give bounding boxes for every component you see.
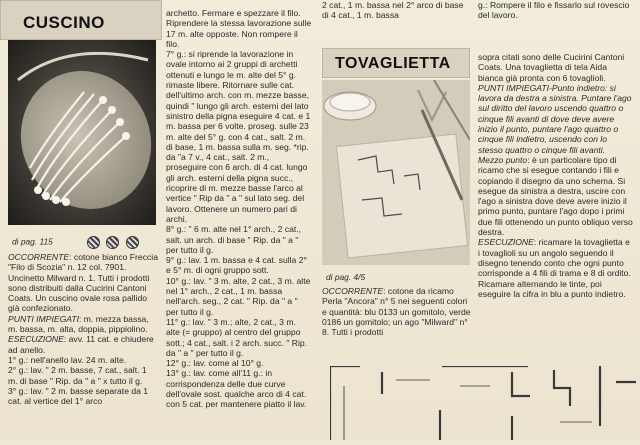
tovaglietta-occorrente-text: : cotone da ricamo Perla "Ancora" n° 5 nei seguenti colori e quantità: blu 0133 un gomitolo, verde 0186 un gomitolo; un ago "Milward" n° 8. Tutti i prodotti — [322, 286, 471, 338]
cushion-image — [8, 40, 156, 225]
right-top-text: 2 cat., 1 m. bassa nel 2° arco di base di 4 cat., 1 m. bassa — [322, 0, 464, 21]
cuscino-photo — [8, 40, 156, 225]
tovaglietta-punti-text: -Punto indietro: si lavora da destra a sinistra. Puntare l'ago sul diritto del lavoro uscendo quattro o cinque fili avanti di dove deve avere inizio il punto, puntare l'ago quattro o cinque fili indietro, uscendo con lo stesso quattro o cinque fili avanti. — [478, 82, 632, 155]
mezzo-punto-label: Mezzo punto — [478, 154, 528, 165]
punti-label: PUNTI IMPIEGATI — [8, 313, 79, 324]
thread-ball-icon — [106, 236, 119, 249]
right-top-fragment — [322, 0, 470, 21]
pattern-grid — [330, 366, 636, 440]
embroidery-pattern-diagram — [330, 366, 636, 440]
middle-line: 9° g.: lav. 1 m. bassa e 4 cat. sulla 2° e 5° m. di ogni gruppo sott. — [166, 255, 307, 276]
cuscino-page-ref: di pag. 115 — [12, 236, 53, 247]
middle-column — [166, 8, 312, 410]
middle-line: 12° g.: lav. come al 10° g. — [166, 358, 264, 369]
middle-line: 8° g.: " 6 m. alte nel 1° arch., 2 cat., salt. un arch. di base " Rip. da " a " per tutto il g. — [166, 224, 302, 255]
middle-line: 10° g.: lav. " 3 m. alte, 2 cat., 3 m. alte nel 1° arch., 2 cat., 1 m. bassa nell'arch. seg., 2 cat. " Rip. da " a " per tutto il g. — [166, 275, 311, 317]
placemat-image — [322, 80, 470, 265]
tovaglietta-esecuzione-label: ESECUZIONE — [478, 237, 534, 248]
right-col-line: sopra citati sono delle Cucirini Cantoni Coats. Una tovaglietta di tela Aida bianca già pronta con 6 tovaglioli. — [478, 52, 625, 83]
esecuzione-label: ESECUZIONE — [8, 334, 64, 345]
far-right-top-fragment — [478, 0, 634, 21]
cuscino-instructions — [8, 252, 158, 406]
middle-line: 13° g.: lav. come all'11 g.: in corrispondenza delle due curve dell'ovale sost. qualche arco di 4 cat. con 5 cat. per mantenere piatto il lav. — [166, 368, 307, 410]
round-2: 2° g.: lav. " 2 m. basse, 7 cat., salt. 1 m. di base " Rip. da " a " x tutto il g. — [8, 365, 147, 386]
thread-ball-icon — [87, 236, 100, 249]
tovaglietta-title-text: TOVAGLIETTA — [335, 55, 451, 72]
tovaglietta-caption — [326, 272, 365, 282]
middle-line: 11° g.: lav. " 3 m.; alte, 2 cat., 3 m. alte (= gruppo) al centro del gruppo sott.; 4 cat., salt. i 2 arch. succ. " Rip. da " a " per tutto il g. — [166, 316, 308, 358]
tovaglietta-esecuzione-text: : ricamare la tovaglietta e i tovaglioli su un angolo seguendo il disegno tenendo conto che ogni punto corrisponde a 4 fili di trama e 8 di ordito. Ricamare alternando le tinte, poi eseguire la cifra in blu a punto indietro. — [478, 237, 631, 299]
tovaglietta-instructions — [478, 52, 634, 299]
occorrente-text: : cotone bianco Freccia "Filo di Scozia" n. 12 col. 7901. Uncinetto Milward n. 1. Tutti i prodotti sono distribuiti dalla Cucirini Cantoni Coats. Un cuscino ovale rosa pallido già confezionato. — [8, 252, 158, 314]
esecuzione-text: : avv. 11 cat. e chiudere ad anello. — [8, 334, 154, 355]
far-right-top-text: g.: Rompere il filo e fissarlo sul rovescio del lavoro. — [478, 0, 630, 21]
tovaglietta-title — [322, 48, 470, 78]
cuscino-title — [0, 0, 162, 40]
punti-text: : m. mezza bassa, m. bassa, m. alta, doppia, pippiolino. — [8, 313, 149, 335]
thread-ball-icons — [83, 237, 139, 247]
tovaglietta-occorrente — [322, 286, 472, 337]
tovaglietta-page-ref: di pag. 4/5 — [326, 272, 366, 282]
cuscino-caption — [12, 236, 139, 249]
middle-line: Riprendere la stessa lavorazione sulle 17 m. alte opposte. Non rompere il filo. — [166, 18, 312, 49]
round-1: 1° g.: nell'anello lav. 24 m. alte. — [8, 354, 127, 365]
round-3: 3° g.: lav. " 2 m. basse separate da 1 cat. al vertice del 1° arco — [8, 385, 149, 407]
middle-line: 7° g.: si riprende la lavorazione in ovale intorno ai 2 gruppi di archetti ottenuti e lungo le m. alte del 5° g. rimaste libere. Ritornare sulle cat. dell'ultimo arch. con m. mezze basse, quindi " lungo gli arch. esterni del lato sinistro della pigna eseguire 4 cat. e 1 m. bassa per 6 volte. proseg. sulle 23 m. alte del 5° g. con 4 cat., salt. 2 m. di base, 1 m. bassa sulla m. seg. *rip. da "a 7 v., 4 cat., salt. 2 m., proseguire con 6 arch. di 4 cat. lungo gli arch. esterni della pigna succ., ricoprire di m. mezze basse l'arco al vertice " Rip da " a " sul lato seg. del lavoro. Ottenere un numero pari di archi. — [166, 49, 311, 224]
thread-ball-icon — [126, 236, 139, 249]
tovaglietta-photo — [322, 80, 470, 265]
cuscino-title-text: CUSCINO — [23, 13, 105, 32]
mezzo-punto-text: : è un particolare tipo di ricamo che si esegue contando i fili e copiando il disegno da uno schema. Si esegue da sinistra a destra, uscire con l'ago a sinistra dove deve avere inizio il primo punto, puntare l'ago dopo i primi due fili ottenendo un punto obliquo verso destra. — [478, 154, 633, 238]
occorrente-label: OCCORRENTE — [8, 252, 70, 262]
tovaglietta-occorrente-label: OCCORRENTE — [322, 286, 384, 296]
middle-line: archetto. Fermare e spezzare il filo. — [166, 8, 301, 18]
tovaglietta-punti-label: PUNTI IMPIEGATI — [478, 82, 549, 93]
